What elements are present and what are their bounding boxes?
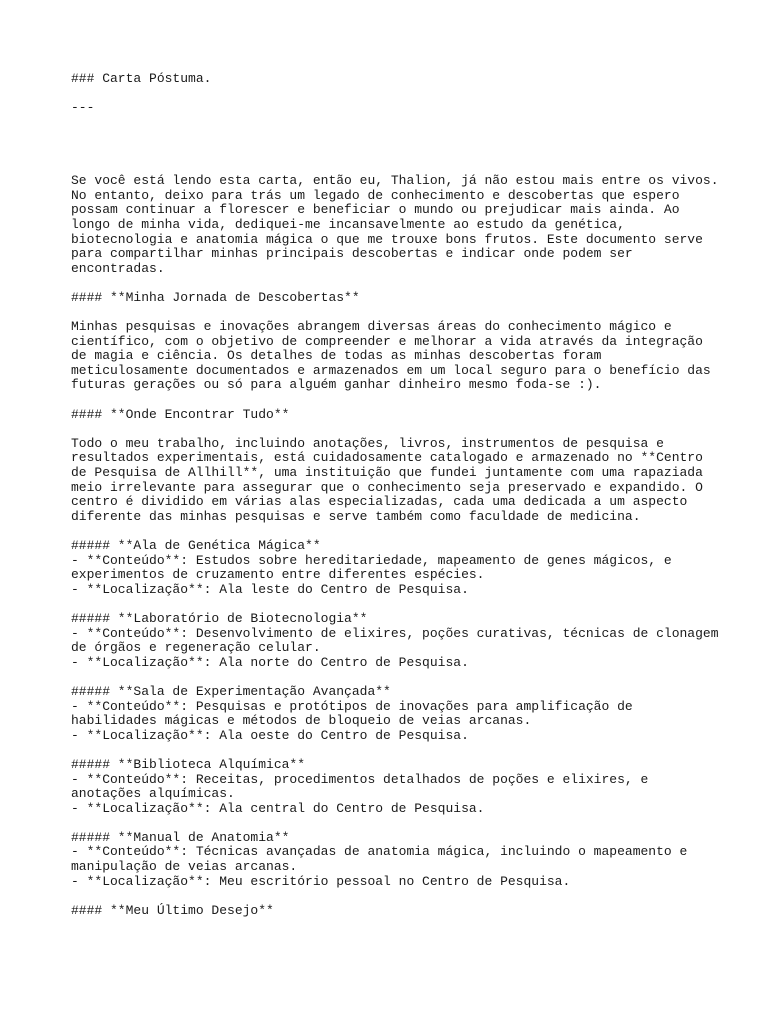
text-line: de Pesquisa de Allhill**, uma instituição que fundei juntamente com uma rapaziada <box>71 465 703 481</box>
blank-line <box>71 597 711 612</box>
list-item: - **Localização**: Ala oeste do Centro de Pesquisa. <box>71 727 469 743</box>
section-subheading: ##### **Sala de Experimentação Avançada** <box>71 683 391 699</box>
blank-line <box>71 145 711 160</box>
text-line: encontradas. <box>71 260 165 276</box>
section-heading: #### **Meu Último Desejo** <box>71 902 274 918</box>
list-item: - **Conteúdo**: Estudos sobre hereditariedade, mapeamento de genes mágicos, e <box>71 552 672 568</box>
blank-line <box>71 276 711 291</box>
text-line: meio irrelevante para assegurar que o conhecimento seja preservado e expandido. O <box>71 479 703 495</box>
section-heading: #### **Minha Jornada de Descobertas** <box>71 289 360 305</box>
blank-line <box>71 116 711 131</box>
list-item: - **Conteúdo**: Desenvolvimento de elixires, poções curativas, técnicas de clonagem <box>71 625 719 641</box>
horizontal-rule: --- <box>71 100 95 116</box>
text-line: centro é dividido em várias alas especializadas, cada uma dedicada a um aspecto <box>71 494 688 510</box>
list-item: - **Localização**: Ala central do Centro de Pesquisa. <box>71 800 485 816</box>
text-line: meticulosamente documentados e armazenados em um local seguro para o benefício das <box>71 362 711 378</box>
text-line: futuras gerações ou só para alguém ganhar dinheiro mesmo foda-se :). <box>71 377 602 393</box>
text-line: científico, com o objetivo de compreender e melhorar a vida através da integração <box>71 333 703 349</box>
text-line: longo de minha vida, dediquei-me incansavelmente ao estudo da genética, <box>71 216 625 232</box>
blank-line <box>71 130 711 145</box>
text-line: possam continuar a florescer e beneficiar o mundo ou prejudicar mais ainda. Ao <box>71 202 680 218</box>
text-line: No entanto, deixo para trás um legado de conhecimento e descobertas que espero <box>71 187 680 203</box>
blank-line <box>71 816 711 831</box>
text-line: manipulação de veias arcanas. <box>71 859 298 875</box>
section-subheading: ##### **Ala de Genética Mágica** <box>71 538 321 553</box>
text-line: Minhas pesquisas e inovações abrangem diversas áreas do conhecimento mágico e <box>71 319 672 335</box>
text-line: de órgãos e regeneração celular. <box>71 640 321 656</box>
text-line: experimentos de cruzamento entre diferentes espécies. <box>71 567 485 583</box>
list-item: - **Conteúdo**: Pesquisas e protótipos de inovações para amplificação de <box>71 698 633 714</box>
section-heading: #### **Onde Encontrar Tudo** <box>71 406 290 422</box>
blank-line <box>71 524 711 539</box>
list-item: - **Localização**: Ala leste do Centro de Pesquisa. <box>71 581 469 597</box>
document-body <box>71 71 719 918</box>
list-item: - **Localização**: Meu escritório pessoal no Centro de Pesquisa. <box>71 873 571 889</box>
text-line: diferente das minhas pesquisas e serve também como faculdade de medicina. <box>71 508 641 524</box>
blank-line <box>71 670 711 685</box>
text-line: biotecnologia e anatomia mágica o que me trouxe bons frutos. Este documento serve <box>71 231 703 247</box>
blank-line <box>71 889 711 904</box>
text-line: anotações alquímicas. <box>71 786 235 802</box>
blank-line <box>71 87 711 102</box>
blank-line <box>71 393 711 408</box>
list-item: - **Conteúdo**: Técnicas avançadas de anatomia mágica, incluindo o mapeamento e <box>71 844 688 860</box>
section-subheading: ##### **Laboratório de Biotecnologia** <box>71 610 368 626</box>
text-line: para compartilhar minhas principais descobertas e indicar onde podem ser <box>71 246 633 262</box>
section-subheading: ##### **Biblioteca Alquímica** <box>71 756 306 772</box>
text-line: habilidades mágicas e métodos de bloqueio de veias arcanas. <box>71 713 532 729</box>
blank-line <box>71 743 711 758</box>
list-item: - **Localização**: Ala norte do Centro de Pesquisa. <box>71 654 469 670</box>
blank-line <box>71 160 711 175</box>
list-item: - **Conteúdo**: Receitas, procedimentos detalhados de poções e elixires, e <box>71 771 649 787</box>
document-title: ### Carta Póstuma. <box>71 71 212 86</box>
text-line: resultados experimentais, está cuidadosamente catalogado e armazenado no **Centro <box>71 450 703 466</box>
text-line: de magia e ciência. Os detalhes de todas as minhas descobertas foram <box>71 348 602 364</box>
blank-line <box>71 422 711 437</box>
blank-line <box>71 306 711 321</box>
text-line: Todo o meu trabalho, incluindo anotações, livros, instrumentos de pesquisa e <box>71 435 664 451</box>
section-subheading: ##### **Manual de Anatomia** <box>71 829 290 845</box>
text-line: Se você está lendo esta carta, então eu, Thalion, já não estou mais entre os vivos. <box>71 173 719 189</box>
